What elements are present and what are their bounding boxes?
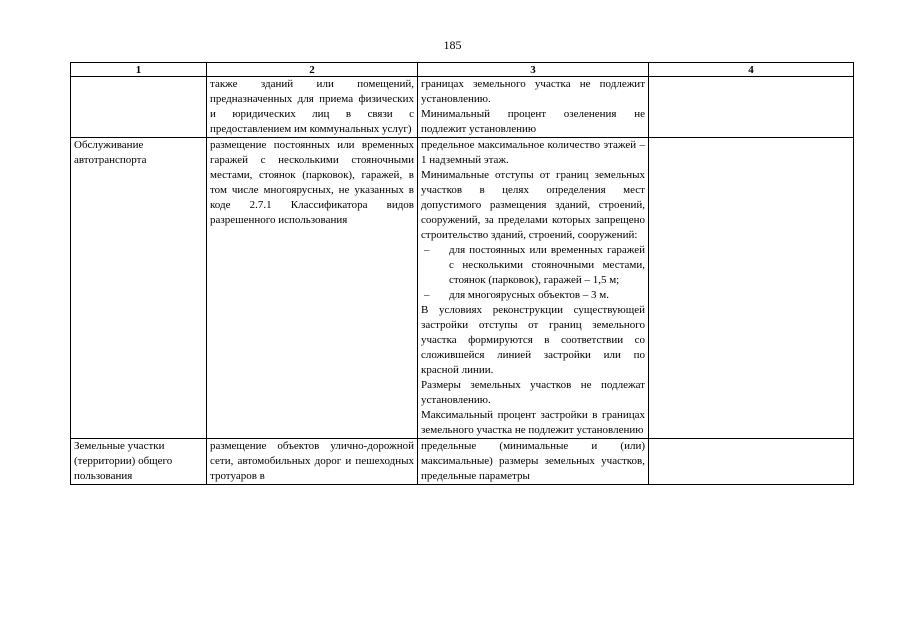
parameter-text: границах земельного участка не подлежит установлению. (421, 78, 645, 105)
parameter-text: Максимальный процент застройки в границах земельного участка не подлежит установлению (421, 409, 645, 436)
column-header-4: 4 (649, 63, 854, 77)
parameter-text: предельное максимальное количество этажей – 1 надземный этаж. (421, 139, 645, 166)
column-header-1: 1 (71, 63, 207, 77)
parameter-text: В условиях реконструкции существующей застройки отступы от границ земельного участка формируются в соответствии со сложившейся линией застройки или по красной линии. (421, 304, 645, 376)
list-item: – для многоярусных объектов – 3 м. (421, 288, 645, 303)
setback-list (421, 243, 645, 303)
column-header-2: 2 (207, 63, 418, 77)
cell-description: также зданий или помещений, предназначенных для приема физических и юридических лиц в связи с предоставлением им коммунальных услуг) (207, 77, 418, 138)
table-row (71, 439, 854, 485)
cell-parameters (418, 77, 649, 138)
table-row (71, 77, 854, 138)
cell-use-type: Обслуживание автотранспорта (71, 138, 207, 439)
parameter-text: предельные (минимальные и (или) максимальные) размеры земельных участков, предельные параметры (421, 440, 645, 482)
cell-notes (649, 138, 854, 439)
cell-notes (649, 439, 854, 485)
parameter-text: Минимальный процент озеленения не подлежит установлению (421, 108, 645, 135)
parameter-text: Размеры земельных участков не подлежат установлению. (421, 379, 645, 406)
cell-use-type: Земельные участки (территории) общего пользования (71, 439, 207, 485)
regulations-table (70, 62, 854, 485)
cell-description: размещение объектов улично-дорожной сети, автомобильных дорог и пешеходных тротуаров в (207, 439, 418, 485)
parameter-text: Минимальные отступы от границ земельных участков в целях определения мест допустимого размещения зданий, строений, сооружений, за пределами которых запрещено строительство зданий, строений, сооружений: (421, 169, 645, 241)
cell-parameters (418, 439, 649, 485)
table-row (71, 138, 854, 439)
cell-description: размещение постоянных или временных гаражей с несколькими стояночными местами, стоянок (парковок), гаражей, в том числе многоярусных, не указанных в коде 2.7.1 Классификатора видов разрешенного использования (207, 138, 418, 439)
cell-parameters (418, 138, 649, 439)
table-header-row (71, 63, 854, 77)
column-header-3: 3 (418, 63, 649, 77)
list-item: – для постоянных или временных гаражей с несколькими стояночными местами, стоянок (парковок), гаражей – 1,5 м; (421, 243, 645, 288)
page-number: 185 (443, 38, 462, 52)
cell-use-type (71, 77, 207, 138)
cell-notes (649, 77, 854, 138)
